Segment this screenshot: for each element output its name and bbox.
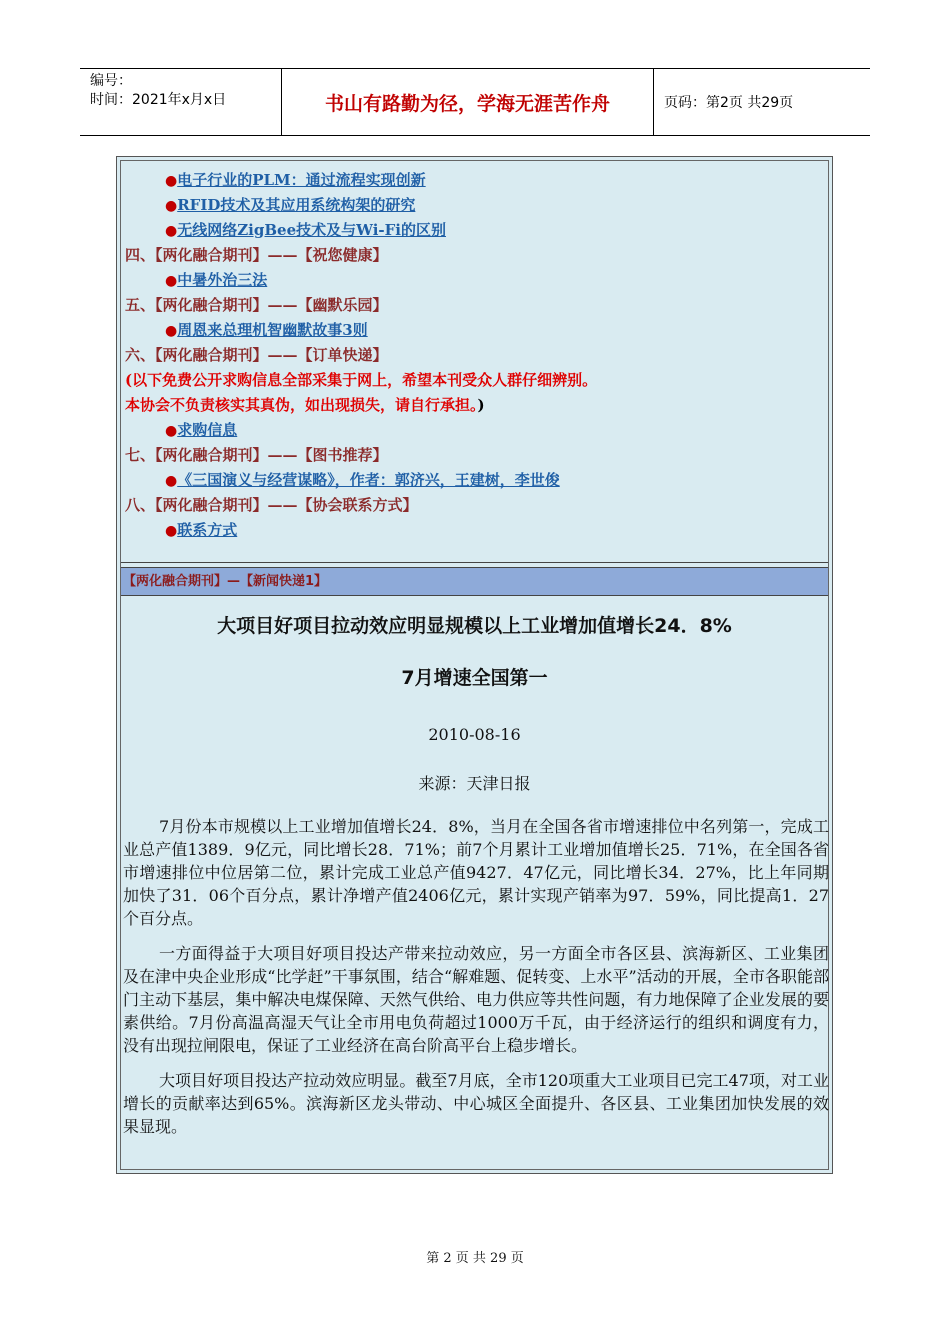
divider (121, 562, 828, 563)
toc-note: (以下免费公开求购信息全部采集于网上，希望本刊受众人群仔细辨别。 (125, 371, 598, 389)
toc-link-item (125, 468, 825, 493)
article-source: 来源：天津日报 (418, 774, 531, 793)
toc-link[interactable]: 电子行业的PLM：通过流程实现创新 (177, 171, 426, 189)
toc-link[interactable]: RFID技术及其应用系统构架的研究 (177, 196, 416, 214)
toc-section-heading: 四、【两化融合期刊】——【祝您健康】 (125, 246, 388, 264)
toc-section-heading: 六、【两化融合期刊】——【订单快递】 (125, 346, 388, 364)
content-box (116, 156, 833, 1174)
table-of-contents (125, 168, 825, 543)
header-page-info: 页码：第2页 共29页 (664, 95, 794, 111)
toc-note-close: ) (477, 396, 485, 414)
content-inner (120, 160, 829, 1170)
toc-link[interactable]: 求购信息 (177, 421, 238, 439)
number-label: 编号： (90, 73, 132, 89)
toc-link-item (125, 518, 825, 543)
toc-link-item (125, 193, 825, 218)
toc-note-text: 本协会不负责核实其真伪，如出现损失，请自行承担。 (125, 396, 478, 414)
toc-note (125, 393, 825, 418)
toc-link-item (125, 268, 825, 293)
article-date: 2010-08-16 (428, 725, 521, 744)
article-paragraph: 一方面得益于大项目好项目投达产带来拉动效应，另一方面全市各区县、滨海新区、工业集团及在津中央企业形成“比学赶”干事氛围，结合“解难题、促转变、上水平”活动的开展，全市各职能部门主动下基层，集中解决电煤保障、天然气供给、电力供应等共性问题，有力地保障了企业发展的要素供给。7月份高温高湿天气让全市用电负荷超过1000万千瓦，由于经济运行的组织和调度有力，没有出现拉闸限电，保证了工业经济在高台阶高平台上稳步增长。 (123, 944, 829, 1055)
bullet-icon: ● (165, 173, 178, 189)
bullet-icon: ● (165, 323, 178, 339)
bullet-icon: ● (165, 223, 178, 239)
toc-link[interactable]: 无线网络ZigBee技术及与Wi-Fi的区别 (177, 221, 446, 239)
section-bar: 【两化融合期刊】—【新闻快递1】 (121, 567, 828, 596)
toc-link-item (125, 418, 825, 443)
header-meta (80, 69, 282, 135)
article-paragraph: 大项目好项目投达产拉动效应明显。截至7月底，全市120项重大工业项目已完工47项，对工业增长的贡献率达到65%。滨海新区龙头带动、中心城区全面提升、各区县、工业集团加快发展的效果显现。 (123, 1071, 829, 1136)
toc-link[interactable]: 《三国演义与经营谋略》，作者：郭济兴，王建树，李世俊 (177, 471, 560, 489)
toc-link-item (125, 218, 825, 243)
header-motto: 书山有路勤为径，学海无涯苦作舟 (282, 69, 654, 135)
page-header (80, 68, 870, 136)
bullet-icon: ● (165, 423, 178, 439)
bullet-icon: ● (165, 523, 178, 539)
article-title-line1: 大项目好项目拉动效应明显规模以上工业增加值增长24．8% (217, 615, 732, 637)
toc-link[interactable]: 中暑外治三法 (177, 271, 268, 289)
bullet-icon: ● (165, 473, 178, 489)
article-title-line2: 7月增速全国第一 (401, 667, 548, 689)
toc-link[interactable]: 联系方式 (177, 521, 238, 539)
page-footer: 第 2 页 共 29 页 (426, 1251, 524, 1266)
article-paragraph: 7月份本市规模以上工业增加值增长24．8%，当月在全国各省市增速排位中名列第一，完成工业总产值1389．9亿元，同比增长28．71%；前7个月累计工业增加值增长25．71%，在全国各省市增速排位中位居第二位，累计完成工业总产值9427．47亿元，同比增长34．27%，比上年同期加快了31．06个百分点，累计净增产值2406亿元，累计实现产销率为97．59%，同比提高1．27个百分点。 (123, 817, 829, 928)
article-body (123, 815, 829, 1150)
bullet-icon: ● (165, 198, 178, 214)
time-label: 时间：2021年x月x日 (90, 92, 227, 108)
toc-section-heading: 七、【两化融合期刊】——【图书推荐】 (125, 446, 388, 464)
toc-link-item (125, 168, 825, 193)
toc-section-heading: 八、【两化融合期刊】——【协会联系方式】 (125, 496, 418, 514)
bullet-icon: ● (165, 273, 178, 289)
toc-link-item (125, 318, 825, 343)
toc-section-heading: 五、【两化融合期刊】——【幽默乐园】 (125, 296, 388, 314)
toc-link[interactable]: 周恩来总理机智幽默故事3则 (177, 321, 368, 339)
